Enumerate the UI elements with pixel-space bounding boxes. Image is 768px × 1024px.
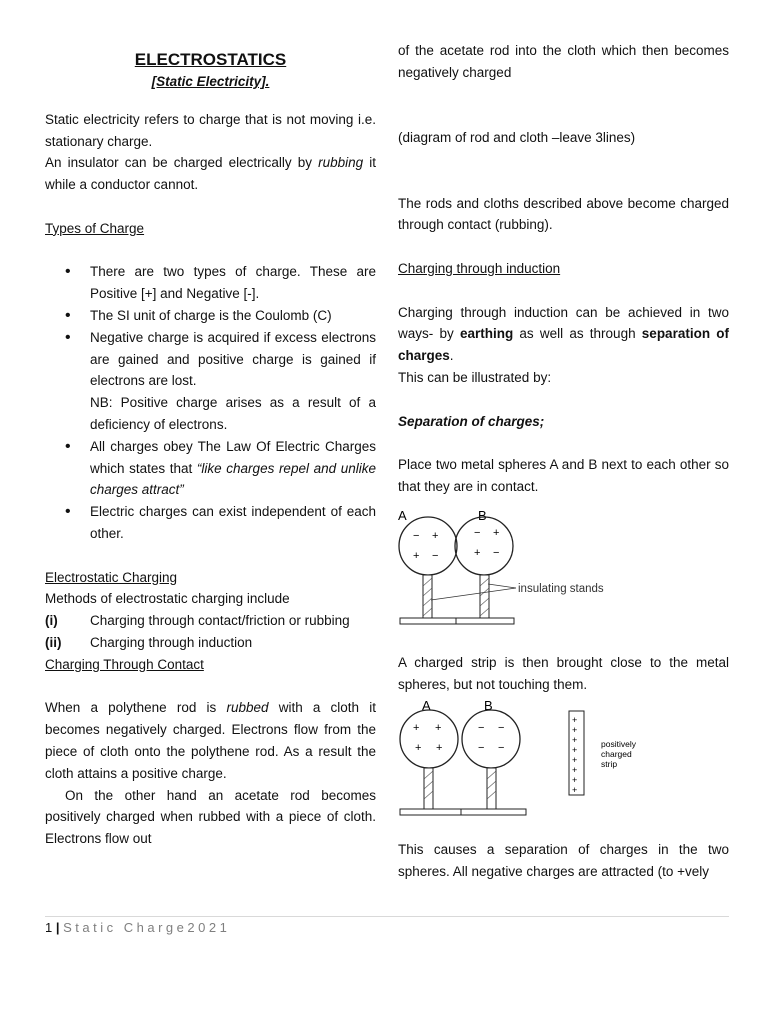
sign: − [432,549,439,562]
types-of-charge-list [45,261,376,544]
figure-spheres-on-insulating-stands [398,508,648,626]
sign: + [572,715,578,726]
list-item: • The SI unit of charge is the Coulomb (C) [45,305,376,327]
list-item: • Electric charges can exist independent of each other. [45,501,376,545]
continuation-paragraph: of the acetate rod into the cloth which then becomes negatively charged [398,43,729,80]
induction-paragraph: Charging through induction can be achieved in two ways- by earthing as well as through separation of charges. [398,304,730,364]
sphere-a [399,517,457,575]
strip-label: strip [601,759,618,770]
stand-b [480,575,489,618]
illustrated-text: This can be illustrated by: [398,369,552,385]
page-title: ELECTROSTATICS [134,50,287,69]
page-number: 1 [45,920,53,935]
charged-strip-paragraph: A charged strip is then brought close to the metal spheres, but not touching them. [398,654,729,692]
sign: − [498,742,505,755]
sign: + [415,742,422,755]
sign: − [498,722,505,735]
footer-text: Static Charge2021 [63,920,231,935]
footer-separator: | [55,920,60,935]
sign: − [478,722,485,735]
intro-paragraph-1: Static electricity refers to charge that is not moving i.e. stationary charge. [45,111,376,149]
method-item: (ii) Charging through induction [45,634,253,650]
label-b: B [478,507,487,523]
right-column [398,40,729,883]
sphere-b [462,710,520,768]
nb-note: NB: Positive charge arises as a result of a deficiency of electrons. [90,395,376,432]
electrostatic-charging-heading: Electrostatic Charging [45,569,178,585]
place-spheres-paragraph: Place two metal spheres A and B next to each other so that they are in contact. [398,457,729,494]
stand-b [487,768,496,809]
sign: + [572,725,578,736]
sign: + [572,735,578,746]
figure-charged-strip-near-spheres [398,697,648,817]
contact-paragraph-1: When a polythene rod is rubbed with a cloth it becomes negatively charged. Electrons flow from the piece of cloth onto the polythene rod. As a result the cloth attains a positive charge. [45,700,376,781]
sign: − [474,526,481,539]
sign: + [413,722,420,735]
sphere-b [455,517,513,575]
contact-paragraph-2: On the other hand an acetate rod becomes positively charged when rubbed with a piece of cloth. Electrons flow out [45,787,376,847]
separation-of-charges-heading: Separation of charges; [398,413,545,429]
sign: + [572,775,578,786]
sign: − [493,546,500,559]
label-a: A [398,507,407,523]
sign: + [572,745,578,756]
charging-through-induction-heading: Charging through induction [398,260,561,276]
list-item: • All charges obey The Law Of Electric Charges which states that “like charges repel and unlike charges attract” [45,436,376,501]
page-subtitle: [Static Electricity]. [151,74,270,89]
label-a: A [422,698,431,714]
label-b: B [484,698,493,714]
sign: + [572,765,578,776]
sign: + [436,742,443,755]
intro-paragraph-2: An insulator can be charged electrically by rubbing it while a conductor cannot. [45,155,376,193]
sign: − [478,742,485,755]
types-of-charge-heading: Types of Charge [45,220,145,236]
left-column [45,40,376,850]
base [400,618,514,624]
strip-label: positively [601,739,636,750]
sign: + [474,546,481,559]
sign: + [435,722,442,735]
list-item: • There are two types of charge. These are Positive [+] and Negative [-]. [45,261,376,305]
page-footer [45,916,729,935]
rods-paragraph: The rods and cloths described above become charged through contact (rubbing). [398,195,729,233]
base [400,809,526,815]
sign: + [572,785,578,796]
insulating-stands-label: insulating stands [518,582,604,595]
stand-a [424,768,433,809]
sphere-a [400,710,458,768]
sign: + [432,529,439,542]
list-item: • Negative charge is acquired if excess electrons are gained and positive charge is gained if electrons are lost. NB: Positive charge arises as a result of a deficiency of electrons. [45,327,376,436]
methods-intro: Methods of electrostatic charging include [45,591,290,607]
sign: + [572,755,578,766]
strip-label: charged [601,749,632,760]
separation-result-paragraph: This causes a separation of charges in the two spheres. All negative charges are attracted (to +vely [398,842,729,880]
sign: + [413,549,420,562]
sign: − [413,529,420,542]
sign: + [493,526,500,539]
method-item: (i) Charging through contact/friction or rubbing [45,613,350,629]
stand-a [423,575,432,618]
diagram-placeholder-note: (diagram of rod and cloth –leave 3lines) [398,130,636,146]
charging-through-contact-heading: Charging Through Contact [45,656,204,672]
